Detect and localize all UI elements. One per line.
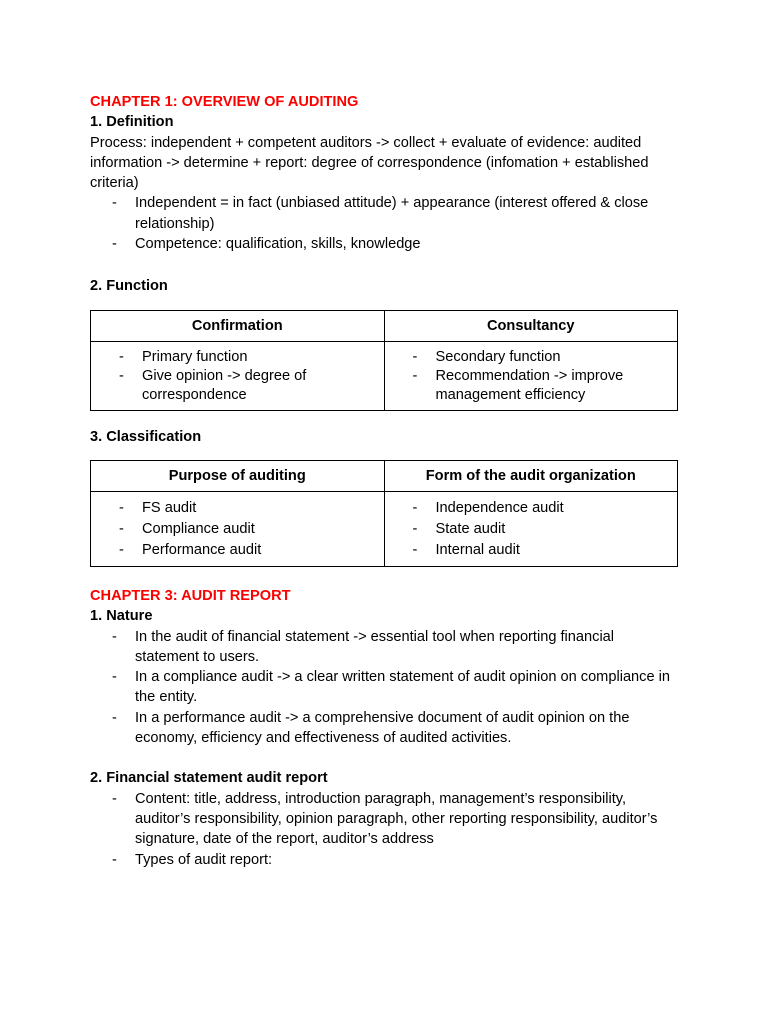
- dash-marker: -: [112, 790, 117, 807]
- dash-marker: -: [112, 195, 117, 212]
- list-item-text: Primary function: [142, 348, 248, 365]
- list-item-text: In the audit of financial statement -> essential tool when reporting financial statement to users.: [135, 628, 615, 665]
- fs-report-heading: 2. Financial statement audit report: [90, 770, 328, 787]
- dash-marker: -: [119, 499, 124, 516]
- table-header-purpose: Purpose of auditing: [91, 460, 385, 491]
- list-item-text: Give opinion -> degree of correspondence: [142, 367, 307, 403]
- dash-marker: -: [119, 520, 124, 537]
- definition-text: Process: independent + competent auditors -> collect + evaluate of evidence: audited information -> determine + report: degree of correspondence (infomation + established criteria): [90, 134, 649, 192]
- table-header-form: Form of the audit organization: [384, 460, 678, 491]
- dash-marker: -: [112, 628, 117, 645]
- list-item: [90, 708, 655, 749]
- list-item-text: State audit: [435, 520, 506, 537]
- list-item: [91, 540, 384, 561]
- list-item: [385, 367, 678, 405]
- dash-marker: -: [412, 348, 418, 365]
- dash-marker: -: [112, 851, 117, 868]
- function-table: [90, 310, 678, 411]
- list-item-text: Competence: qualification, skills, knowledge: [135, 236, 421, 253]
- list-item-text: Content: title, address, introduction paragraph, management’s responsibility, auditor’s responsibility, opinion paragraph, other reporting responsibility, auditor’s signature, date of the report, auditor’s address: [135, 790, 658, 848]
- dash-marker: -: [112, 669, 117, 686]
- chapter-3-title: CHAPTER 3: AUDIT REPORT: [90, 587, 291, 604]
- dash-marker: -: [119, 541, 124, 558]
- table-header-consultancy: Consultancy: [384, 310, 678, 341]
- function-heading: 2. Function: [90, 278, 168, 295]
- dash-marker: -: [412, 499, 418, 516]
- table-row: [91, 341, 678, 410]
- list-item-text: In a performance audit -> a comprehensive document of audit opinion on the economy, efficiency and effectiveness of audited activities.: [135, 709, 630, 747]
- list-item-text: In a compliance audit -> a clear written statement of audit opinion on compliance in the entity.: [135, 669, 671, 706]
- dash-marker: -: [112, 709, 117, 726]
- table-cell: [384, 341, 678, 410]
- list-item-text: Independent = in fact (unbiased attitude) + appearance (interest offered & close relationship): [135, 195, 649, 232]
- nature-list: [90, 627, 680, 749]
- list-item-text: Recommendation -> improve management efficiency: [435, 367, 624, 403]
- list-item: [385, 540, 678, 561]
- chapter-1-title: CHAPTER 1: OVERVIEW OF AUDITING: [90, 94, 359, 110]
- nature-heading: 1. Nature: [90, 608, 153, 625]
- list-item-text: Secondary function: [435, 348, 561, 365]
- dash-marker: -: [412, 541, 418, 558]
- list-item: [91, 367, 384, 405]
- list-item: [91, 519, 384, 540]
- definition-list: [90, 193, 680, 254]
- dash-marker: -: [119, 348, 124, 365]
- list-item: [90, 234, 680, 254]
- document-body: [90, 92, 680, 870]
- list-item-text: Compliance audit: [142, 520, 255, 537]
- list-item-text: Internal audit: [435, 541, 520, 558]
- list-item: [90, 789, 685, 850]
- list-item: [385, 348, 678, 367]
- dash-marker: -: [412, 520, 418, 537]
- dash-marker: -: [412, 367, 418, 384]
- list-item: [90, 627, 645, 668]
- list-item-text: Independence audit: [435, 499, 564, 516]
- list-item-text: Performance audit: [142, 541, 262, 558]
- table-cell: [91, 341, 385, 410]
- classification-heading: 3. Classification: [90, 428, 202, 445]
- classification-table: [90, 460, 678, 567]
- list-item: [385, 519, 678, 540]
- list-item-text: FS audit: [142, 499, 197, 516]
- table-cell: [384, 491, 678, 566]
- fs-report-list: [90, 789, 680, 870]
- list-item: [90, 667, 680, 708]
- table-header-confirmation: Confirmation: [91, 310, 385, 341]
- dash-marker: -: [112, 236, 117, 253]
- list-item: [91, 498, 384, 519]
- definition-heading: 1. Definition: [90, 114, 174, 131]
- table-row: [91, 491, 678, 566]
- list-item: [90, 850, 680, 870]
- list-item: [91, 348, 384, 367]
- table-cell: [91, 491, 385, 566]
- list-item: [90, 193, 675, 234]
- list-item: [385, 498, 678, 519]
- list-item-text: Types of audit report:: [135, 851, 273, 868]
- dash-marker: -: [119, 367, 124, 384]
